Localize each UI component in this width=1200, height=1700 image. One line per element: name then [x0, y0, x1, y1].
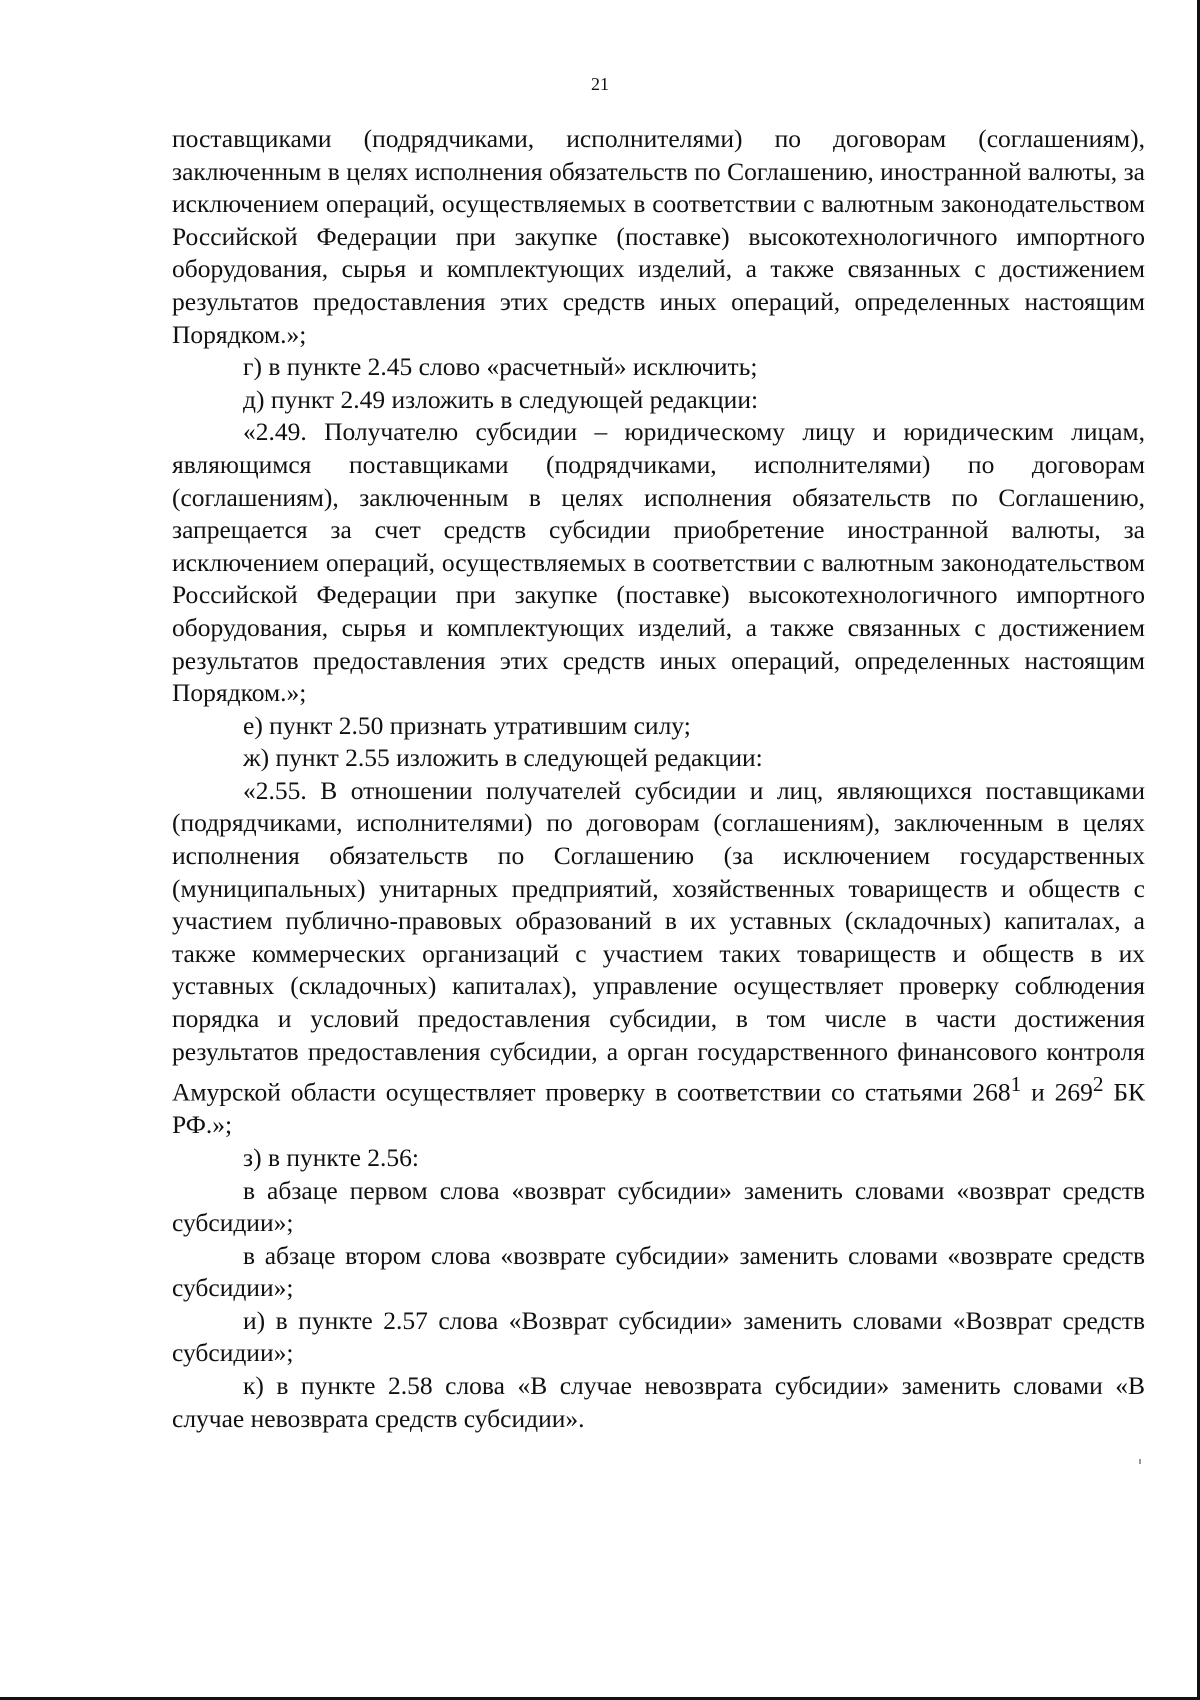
- paragraph-first-abzac: в абзаце первом слова «возврат субсидии» заменить словами «возврат средств субсидии»;: [172, 1175, 1145, 1238]
- scan-speck: [1139, 1459, 1141, 1464]
- paragraph-item-k: к) в пункте 2.58 слова «В случае невозврата субсидии» заменить словами «В случае невозврата средств субсидии».: [172, 1371, 1145, 1433]
- document-body: [172, 123, 1145, 1435]
- paragraph-item-e: е) пункт 2.50 признать утратившим силу;: [243, 710, 691, 740]
- paragraph-quote-2-55: [172, 775, 1145, 1142]
- paragraph-item-d: д) пункт 2.49 изложить в следующей редакции:: [243, 384, 759, 414]
- paragraph-second-abzac: в абзаце втором слова «возврате субсидии» заменить словами «возврате средств субсидии»;: [172, 1240, 1145, 1303]
- paragraph-item-zh: ж) пункт 2.55 изложить в следующей редакции:: [243, 743, 763, 773]
- paragraph-item-z: з) в пункте 2.56:: [243, 1142, 419, 1172]
- paragraph-item-g: г) в пункте 2.45 слово «расчетный» исключить;: [243, 352, 758, 382]
- paragraph-2-55-conjunction: и 269: [1021, 1077, 1093, 1107]
- paragraph-2-55-ending: БК РФ.»;: [172, 1077, 1146, 1140]
- paragraph-item-i: и) в пункте 2.57 слова «Возврат субсидии» заменить словами «Возврат средств субсидии»;: [172, 1305, 1145, 1368]
- paragraph-continuation: поставщиками (подрядчиками, исполнителями) по договорам (соглашениям), заключенным в целях исполнения обязательств по Соглашению, иностранной валюты, за исключением операций, осуществляемых в соответствии с валютным законодательством Российской Федерации при закупке (поставке) высокотехнологичного импортного оборудования, сырья и комплектующих изделий, а также связанных с достижением результатов предоставления этих средств иных операций, определенных настоящим Порядком.»;: [172, 124, 1145, 349]
- page-number: 21: [591, 74, 609, 94]
- superscript-article-269: 2: [1092, 1072, 1104, 1097]
- superscript-article-268: 1: [1010, 1072, 1022, 1097]
- paragraph-quote-2-49: «2.49. Получателю субсидии – юридическому лицу и юридическим лицам, являющимся поставщиками (подрядчиками, исполнителями) по договорам (соглашениям), заключенным в целях исполнения обязательств по Соглашению, запрещается за счет средств субсидии приобретение иностранной валюты, за исключением операций, осуществляемых в соответствии с валютным законодательством Российской Федерации при закупке (поставке) высокотехнологичного импортного оборудования, сырья и комплектующих изделий, а также связанных с достижением результатов предоставления этих средств иных операций, определенных настоящим Порядком.»;: [172, 417, 1145, 708]
- paragraph-2-55-main-text: «2.55. В отношении получателей субсидии и лиц, являющихся поставщиками (подрядчиками, исполнителями) по договорам (соглашениям), заключенным в целях исполнения обязательств по Соглашению (за исключением государственных (муниципальных) унитарных предприятий, хозяйственных товариществ и обществ с участием публично-правовых образований в их уставных (складочных) капиталах, а также коммерческих организаций с участием таких товариществ и обществ в их уставных (складочных) капиталах), управление осуществляет проверку соблюдения порядка и условий предоставления субсидии, в том числе в части достижения результатов предоставления субсидии, а орган государственного финансового контроля Амурской области осуществляет проверку в соответствии со статьями 268: [172, 775, 1145, 1107]
